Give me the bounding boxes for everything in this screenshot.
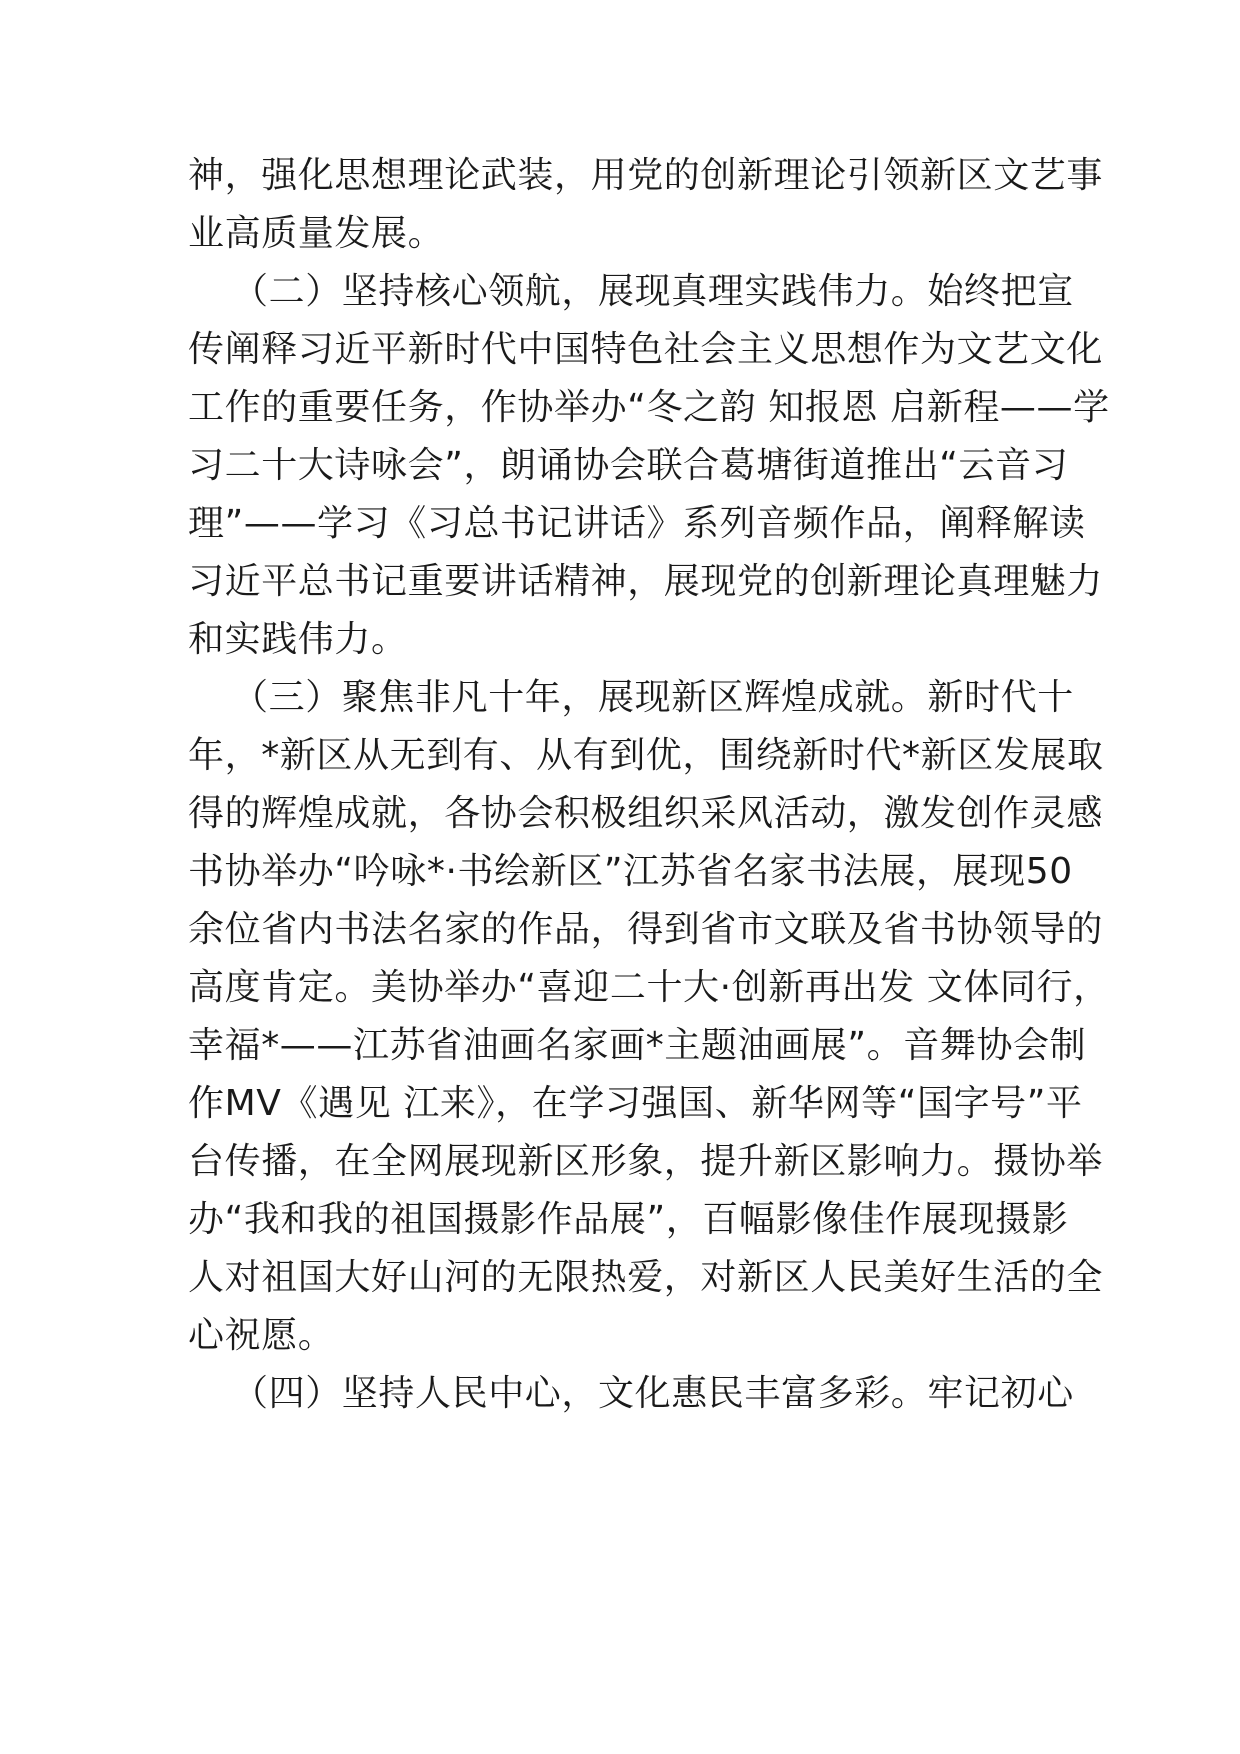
- section-heading-line: （四）坚持人民中心，文化惠民丰富多彩。牢记初心: [232, 1373, 1074, 1414]
- text-line: 高度肯定。美协举办“喜迎二十大·创新再出发 文体同行，: [188, 967, 1110, 1008]
- text-line: 台传播，在全网展现新区形象，提升新区影响力。摄协举: [188, 1141, 1104, 1182]
- text-line: 年，*新区从无到有、从有到优，围绕新时代*新区发展取: [188, 735, 1104, 776]
- section-heading-line: （二）坚持核心领航，展现真理实践伟力。始终把宣: [232, 271, 1074, 312]
- text-line: 理”——学习《习总书记讲话》系列音频作品，阐释解读: [188, 503, 1086, 544]
- text-line: 和实践伟力。: [188, 619, 408, 660]
- text-line: 心祝愿。: [188, 1315, 335, 1356]
- text-line: 业高质量发展。: [188, 213, 445, 254]
- text-line: 工作的重要任务，作协举办“冬之韵 知报恩 启新程——学: [188, 387, 1110, 428]
- text-line: 余位省内书法名家的作品，得到省市文联及省书协领导的: [188, 909, 1104, 950]
- text-line: 人对祖国大好山河的无限热爱，对新区人民美好生活的全: [188, 1257, 1104, 1298]
- text-line: 神，强化思想理论武装，用党的创新理论引领新区文艺事: [188, 155, 1104, 196]
- text-line: 作MV《遇见 江来》，在学习强国、新华网等“国字号”平: [188, 1083, 1083, 1124]
- section-heading-line: （三）聚焦非凡十年，展现新区辉煌成就。新时代十: [232, 677, 1074, 718]
- text-line: 幸福*——江苏省油画名家画*主题油画展”。音舞协会制: [188, 1025, 1087, 1066]
- text-line: 办“我和我的祖国摄影作品展”，百幅影像佳作展现摄影: [188, 1199, 1069, 1240]
- text-line: 书协举办“吟咏*·书绘新区”江苏省名家书法展，展现50: [188, 851, 1073, 892]
- text-line: 得的辉煌成就，各协会积极组织采风活动，激发创作灵感: [188, 793, 1104, 834]
- text-line: 传阐释习近平新时代中国特色社会主义思想作为文艺文化: [188, 329, 1104, 370]
- text-line: 习二十大诗咏会”，朗诵协会联合葛塘街道推出“云音习: [188, 445, 1069, 486]
- text-line: 习近平总书记重要讲话精神，展现党的创新理论真理魅力: [188, 561, 1104, 602]
